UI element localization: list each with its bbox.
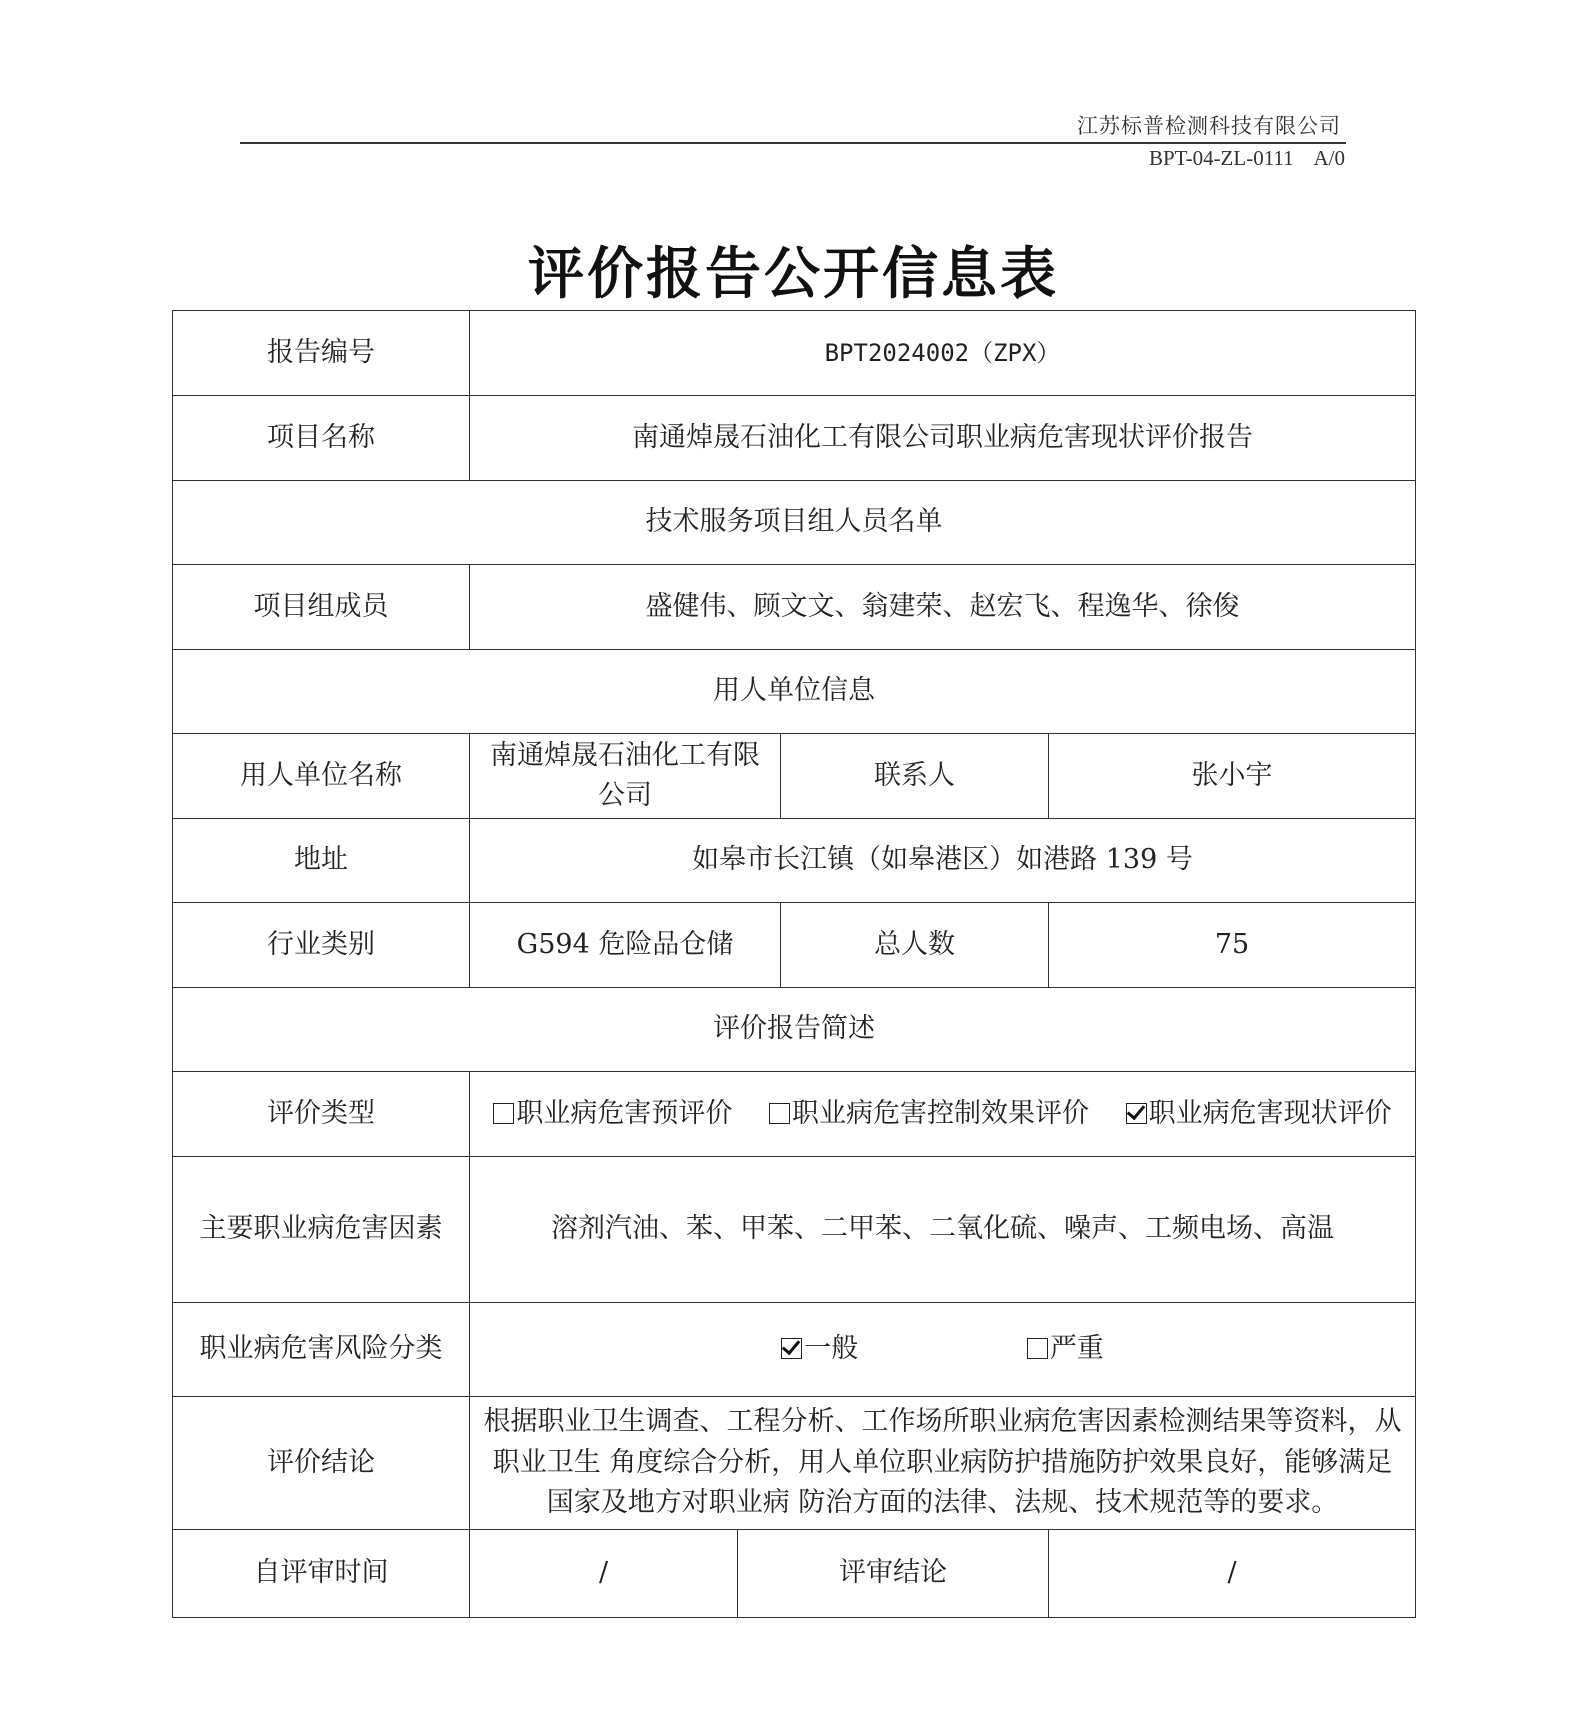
conclusion-label: 评价结论 xyxy=(173,1397,470,1530)
table-row xyxy=(173,1397,1416,1530)
review-result-label: 评审结论 xyxy=(738,1530,1049,1618)
conclusion-value: 根据职业卫生调查、工程分析、工作场所职业病危害因素检测结果等资料，从职业卫生 角度综合分析，用人单位职业病防护措施防护效果良好，能够满足国家及地方对职业病 防治方面的法律、法规、技术规范等的要求。 xyxy=(470,1397,1416,1530)
project-name-value: 南通焯晟石油化工有限公司职业病危害现状评价报告 xyxy=(470,396,1416,481)
industry-value: G594 危险品仓储 xyxy=(470,903,781,988)
headcount-value: 75 xyxy=(1049,903,1416,988)
hazards-label: 主要职业病危害因素 xyxy=(173,1157,470,1303)
checkbox-checked-icon[interactable] xyxy=(1126,1103,1147,1124)
risk-option-label: 严重 xyxy=(1049,1333,1104,1365)
eval-type-option-label: 职业病危害现状评价 xyxy=(1148,1097,1392,1129)
table-row xyxy=(173,988,1416,1072)
employer-name-label: 用人单位名称 xyxy=(173,734,470,819)
address-value: 如皋市长江镇（如皋港区）如港路 139 号 xyxy=(470,819,1416,903)
eval-type-option-status[interactable] xyxy=(1126,1094,1392,1135)
eval-type-option-label: 职业病危害预评价 xyxy=(516,1097,733,1129)
address-label: 地址 xyxy=(173,819,470,903)
company-name: 江苏标普检测科技有限公司 xyxy=(1077,114,1341,138)
review-result-value: / xyxy=(1049,1530,1416,1618)
members-label: 项目组成员 xyxy=(173,565,470,650)
contact-label: 联系人 xyxy=(781,734,1049,819)
eval-type-option-control[interactable] xyxy=(769,1094,1089,1135)
table-row xyxy=(173,1530,1416,1618)
table-row xyxy=(173,1303,1416,1397)
table-row xyxy=(173,481,1416,565)
risk-options xyxy=(470,1303,1416,1397)
table-row xyxy=(173,819,1416,903)
table-row xyxy=(173,734,1416,819)
checkbox-checked-icon[interactable] xyxy=(781,1338,802,1359)
industry-label: 行业类别 xyxy=(173,903,470,988)
page-title: 评价报告公开信息表 xyxy=(528,241,1059,307)
review-time-value: / xyxy=(470,1530,738,1618)
header-divider xyxy=(240,142,1346,144)
report-no-label: 报告编号 xyxy=(173,311,470,396)
eval-type-options xyxy=(470,1072,1416,1157)
info-table xyxy=(172,310,1416,1618)
headcount-label: 总人数 xyxy=(781,903,1049,988)
project-name-label: 项目名称 xyxy=(173,396,470,481)
table-row xyxy=(173,311,1416,396)
risk-option-serious[interactable] xyxy=(1027,1329,1104,1370)
table-row xyxy=(173,1157,1416,1303)
risk-option-label: 一般 xyxy=(804,1333,859,1365)
hazards-value: 溶剂汽油、苯、甲苯、二甲苯、二氧化硫、噪声、工频电场、高温 xyxy=(470,1157,1416,1303)
employer-section-heading: 用人单位信息 xyxy=(173,650,1416,734)
members-value: 盛健伟、顾文文、翁建荣、赵宏飞、程逸华、徐俊 xyxy=(470,565,1416,650)
summary-section-heading: 评价报告简述 xyxy=(173,988,1416,1072)
contact-value: 张小宇 xyxy=(1049,734,1416,819)
team-section-heading: 技术服务项目组人员名单 xyxy=(173,481,1416,565)
eval-type-option-label: 职业病危害控制效果评价 xyxy=(792,1097,1090,1129)
checkbox-icon[interactable] xyxy=(493,1103,514,1124)
checkbox-icon[interactable] xyxy=(769,1103,790,1124)
table-row xyxy=(173,1072,1416,1157)
risk-option-general[interactable] xyxy=(781,1329,858,1370)
report-no-value: BPT2024002（ZPX） xyxy=(470,311,1416,396)
employer-name-value: 南通焯晟石油化工有限公司 xyxy=(470,734,781,819)
table-row xyxy=(173,565,1416,650)
table-row xyxy=(173,396,1416,481)
table-row xyxy=(173,650,1416,734)
eval-type-option-pre[interactable] xyxy=(493,1094,732,1135)
checkbox-icon[interactable] xyxy=(1027,1338,1048,1359)
review-time-label: 自评审时间 xyxy=(173,1530,470,1618)
document-code: BPT-04-ZL-0111 A/0 xyxy=(1148,146,1345,170)
table-row xyxy=(173,903,1416,988)
eval-type-label: 评价类型 xyxy=(173,1072,470,1157)
risk-label: 职业病危害风险分类 xyxy=(173,1303,470,1397)
